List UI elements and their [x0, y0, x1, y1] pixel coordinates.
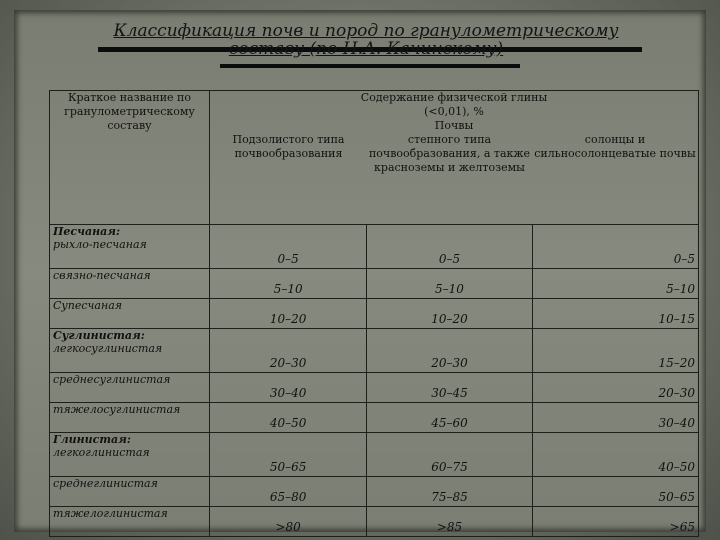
value-podzol-cell: 50–65 — [210, 433, 367, 477]
header-name-label: Краткое название по гранулометрическому составу — [64, 91, 195, 132]
value-solonets-cell: 15–20 — [532, 329, 698, 373]
soil-name-label: тяжелоглинистая — [53, 507, 168, 520]
value-podzol-cell: 5–10 — [210, 269, 367, 299]
value-solonets-cell: >65 — [532, 507, 698, 537]
soil-name-cell — [50, 269, 210, 299]
soil-name-label: среднесуглинистая — [53, 373, 171, 386]
value-solonets-cell: 50–65 — [532, 477, 698, 507]
value-solonets-cell: 30–40 — [532, 403, 698, 433]
value-solonets-cell: 5–10 — [532, 269, 698, 299]
soil-name-cell — [50, 329, 210, 373]
value-podzol-cell: 40–50 — [210, 403, 367, 433]
table-row — [50, 329, 699, 373]
title-line-1: Классификация почв и пород по гранулометрическому — [113, 21, 619, 41]
value-steppe-cell: 20–30 — [367, 329, 532, 373]
soil-group-label: Песчаная: — [53, 225, 121, 238]
value-solonets-cell: 40–50 — [532, 433, 698, 477]
value-steppe-cell: 0–5 — [367, 225, 532, 269]
title-line-2: составу (по Н.А. Качинскому) — [228, 39, 504, 59]
table-row — [50, 477, 699, 507]
soil-name-label: тяжелосуглинистая — [53, 403, 181, 416]
value-steppe-cell: 10–20 — [367, 299, 532, 329]
table-body — [50, 225, 699, 537]
soil-name-label: рыхло-песчаная — [53, 238, 147, 251]
soil-name-cell — [50, 373, 210, 403]
soil-name-cell — [50, 477, 210, 507]
value-podzol-cell: 65–80 — [210, 477, 367, 507]
soil-group-label: Глинистая: — [53, 433, 131, 446]
soil-name-label: связно-песчаная — [53, 269, 151, 282]
soil-name-cell — [50, 225, 210, 269]
value-steppe-cell: 45–60 — [367, 403, 532, 433]
table-row — [50, 507, 699, 537]
value-solonets-cell: 10–15 — [532, 299, 698, 329]
soil-name-label: легкосуглинистая — [53, 342, 163, 355]
value-steppe-cell: 30–45 — [367, 373, 532, 403]
header-sub-solonets: солонцы и сильносолонцеватые почвы — [534, 133, 696, 160]
soil-name-cell — [50, 507, 210, 537]
value-solonets-cell: 0–5 — [532, 225, 698, 269]
soil-name-label: среднеглинистая — [53, 477, 158, 490]
header-content-unit: (<0,01), % — [424, 105, 484, 118]
header-col-name — [50, 91, 210, 225]
table-row — [50, 225, 699, 269]
header-soils-label: Почвы — [434, 119, 474, 132]
value-solonets-cell: 20–30 — [532, 373, 698, 403]
soil-group-label: Суглинистая: — [53, 329, 145, 342]
value-podzol-cell: 10–20 — [210, 299, 367, 329]
header-sub-podzol: Подзолистого типа почвообразования — [232, 133, 345, 160]
table-row — [50, 269, 699, 299]
soil-name-cell — [50, 433, 210, 477]
header-content-title: Содержание физической глины — [360, 91, 548, 104]
header-content-group — [210, 91, 699, 225]
table-row — [50, 403, 699, 433]
title-underline-bar-2 — [220, 64, 520, 68]
value-steppe-cell: 5–10 — [367, 269, 532, 299]
soil-name-label: Супесчаная — [53, 299, 123, 312]
value-steppe-cell: 60–75 — [367, 433, 532, 477]
value-steppe-cell: >85 — [367, 507, 532, 537]
value-steppe-cell: 75–85 — [367, 477, 532, 507]
value-podzol-cell: 0–5 — [210, 225, 367, 269]
soil-name-cell — [50, 403, 210, 433]
table-row — [50, 433, 699, 477]
classification-table — [49, 90, 699, 537]
table-row — [50, 373, 699, 403]
value-podzol-cell: 30–40 — [210, 373, 367, 403]
soil-name-label: легкоглинистая — [53, 446, 150, 459]
soil-name-cell — [50, 299, 210, 329]
table-header-row — [50, 91, 699, 225]
header-sub-steppe: степного типа почвообразования, а также красноземы и желтоземы — [368, 133, 531, 174]
slide-title — [80, 22, 652, 58]
table-row — [50, 299, 699, 329]
value-podzol-cell: 20–30 — [210, 329, 367, 373]
value-podzol-cell: >80 — [210, 507, 367, 537]
